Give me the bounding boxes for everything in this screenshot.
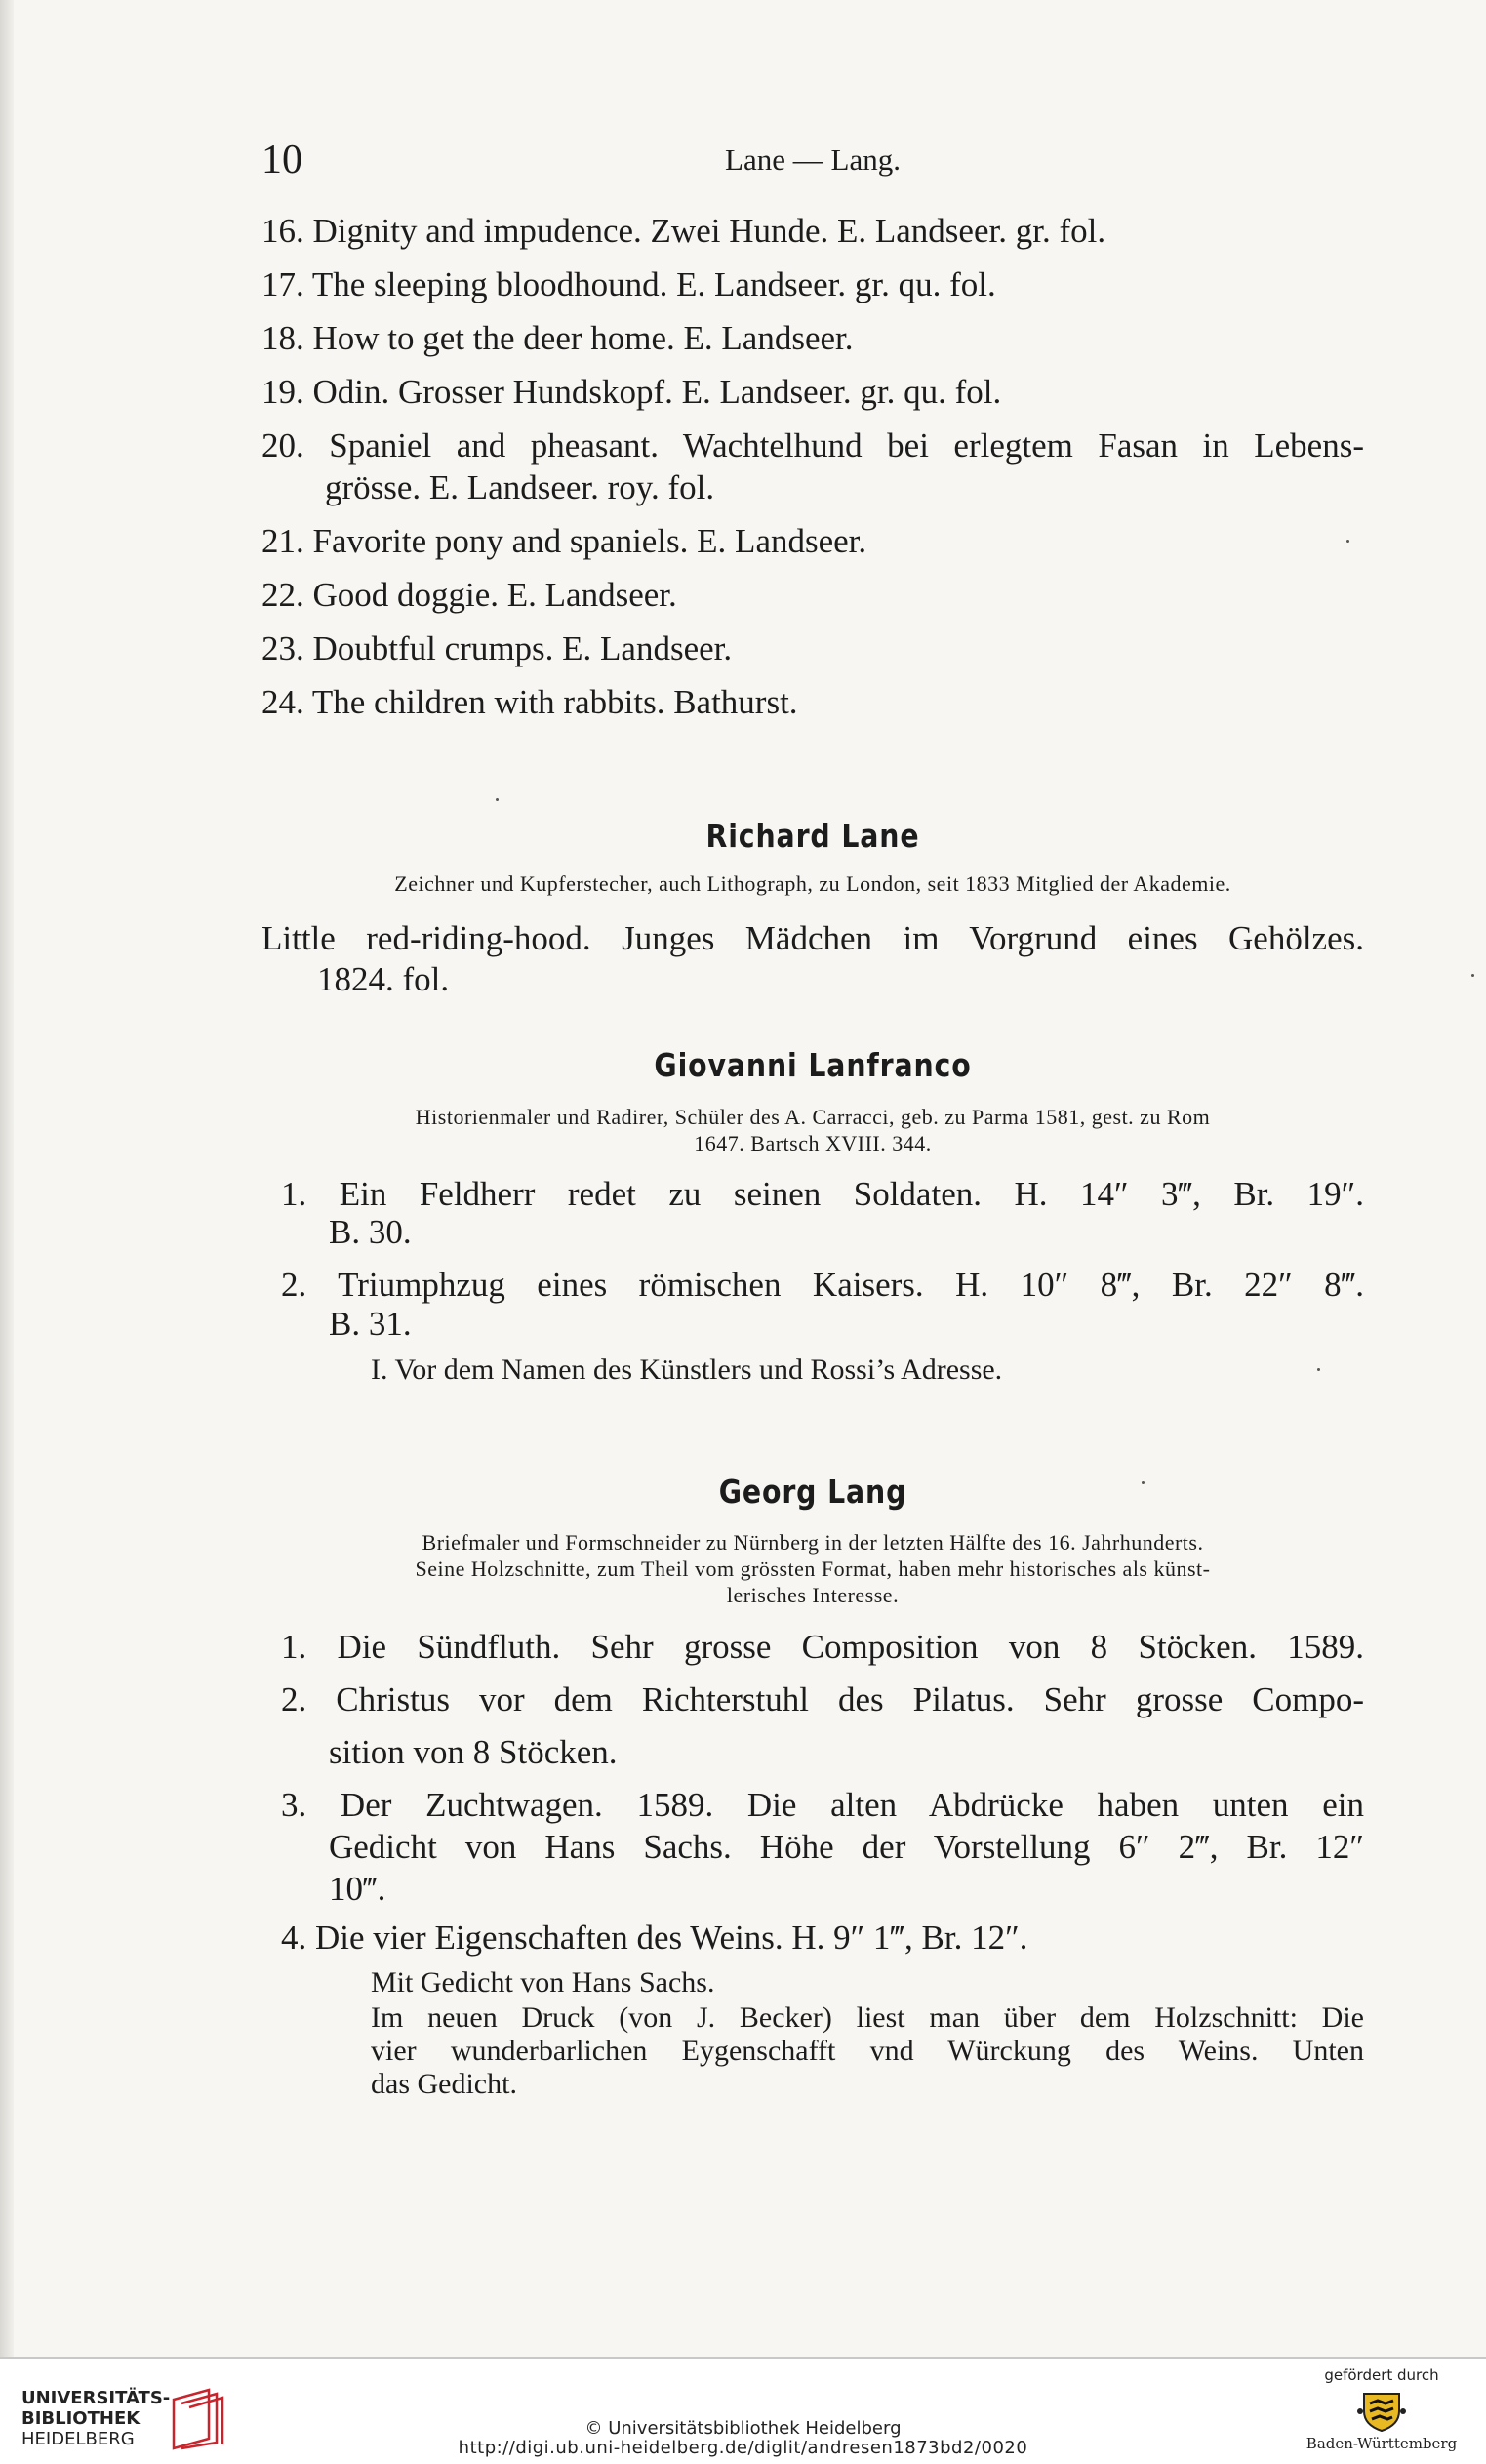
list-item: 23. Doubtful crumps. E. Landseer.: [261, 629, 733, 667]
catalogue-entry: Little red-riding-hood. Junges Mädchen im Vorgrund eines Gehölzes.: [261, 919, 1364, 957]
list-item: 20. Spaniel and pheasant. Wachtelhund bei erlegtem Fasan in Lebens-: [261, 426, 1364, 465]
scan-speck: [1317, 1368, 1320, 1371]
list-item: 16. Dignity and impudence. Zwei Hunde. E. Landseer. gr. fol.: [261, 212, 1106, 250]
artist-bio: Briefmaler und Formschneider zu Nürnberg in der letzten Hälfte des 16. Jahrhunderts.: [422, 1530, 1204, 1555]
catalogue-entry-continuation: sition von 8 Stöcken.: [329, 1733, 618, 1771]
state-note: I. Vor dem Namen des Künstlers und Rossi’s Adresse.: [371, 1353, 1003, 1386]
edition-note: das Gedicht.: [371, 2068, 517, 2100]
catalogue-entry: 3. Der Zuchtwagen. 1589. Die alten Abdrücke haben unten ein: [281, 1786, 1364, 1824]
university-library-logo[interactable]: [21, 2388, 275, 2450]
section-heading-giovanni-lanfranco: Giovanni Lanfranco: [654, 1046, 972, 1084]
page-edge-shadow: [0, 0, 14, 2357]
edition-note: Im neuen Druck (von J. Becker) liest man über dem Holzschnitt: Die: [371, 2001, 1364, 2034]
catalogue-entry: 2. Christus vor dem Richterstuhl des Pilatus. Sehr grosse Compo-: [281, 1680, 1364, 1718]
sponsor-logo[interactable]: [1299, 2366, 1465, 2460]
artist-bio: Seine Holzschnitte, zum Theil vom grössten Format, haben mehr historisches als künst-: [415, 1556, 1211, 1581]
artist-bio: Historienmaler und Radirer, Schüler des A. Carracci, geb. zu Parma 1581, gest. zu Rom: [415, 1105, 1211, 1129]
permalink-url[interactable]: http://digi.ub.uni-heidelberg.de/diglit/andresen1873bd2/0020: [458, 2438, 1028, 2458]
section-heading-richard-lane: Richard Lane: [705, 817, 920, 855]
catalogue-entry: 1. Ein Feldherr redet zu seinen Soldaten. H. 14″ 3‴, Br. 19″.: [281, 1175, 1364, 1213]
list-item: 24. The children with rabbits. Bathurst.: [261, 683, 798, 721]
sponsor-state: Baden-Württemberg: [1305, 2435, 1458, 2452]
library-name-line: UNIVERSITÄTS-: [21, 2388, 171, 2408]
sponsor-label: gefördert durch: [1324, 2366, 1439, 2384]
library-name-line: HEIDELBERG: [21, 2429, 135, 2449]
catalogue-entry: 4. Die vier Eigenschaften des Weins. H. 9″ 1‴, Br. 12″.: [281, 1919, 1028, 1957]
catalogue-entry-continuation: B. 31.: [329, 1305, 412, 1343]
edition-note: vier wunderbarlichen Eygenschafft vnd Würckung des Weins. Unten: [371, 2035, 1364, 2067]
scan-speck: [496, 798, 499, 801]
page-number: 10: [261, 138, 302, 182]
copyright-text: © Universitätsbibliothek Heidelberg: [584, 2418, 902, 2439]
artist-bio: 1647. Bartsch XVIII. 344.: [694, 1131, 932, 1155]
list-item-continuation: grösse. E. Landseer. roy. fol.: [325, 468, 715, 506]
library-name-line: BIBLIOTHEK: [21, 2408, 141, 2429]
library-emblem-icon: [170, 2388, 226, 2450]
edition-note: Mit Gedicht von Hans Sachs.: [371, 1966, 715, 1999]
catalogue-entry-continuation: Gedicht von Hans Sachs. Höhe der Vorstellung 6″ 2‴, Br. 12″: [329, 1828, 1364, 1866]
scan-speck: [1471, 974, 1474, 977]
list-item: 17. The sleeping bloodhound. E. Landseer. gr. qu. fol.: [261, 265, 996, 303]
catalogue-entry-continuation: 10‴.: [329, 1870, 386, 1908]
running-head: Lane — Lang.: [725, 142, 901, 177]
catalogue-entry-continuation: 1824. fol.: [317, 960, 450, 998]
coat-of-arms-icon: [1356, 2388, 1407, 2433]
scan-speck: [1142, 1481, 1145, 1484]
section-heading-georg-lang: Georg Lang: [718, 1473, 907, 1511]
scan-speck: [1346, 540, 1349, 543]
page-header: [261, 137, 1364, 185]
list-item: 21. Favorite pony and spaniels. E. Landseer.: [261, 522, 867, 560]
viewer-footer: [0, 2359, 1486, 2464]
list-item: 18. How to get the deer home. E. Landseer.: [261, 319, 854, 357]
catalogue-entry: 2. Triumphzug eines römischen Kaisers. H. 10″ 8‴, Br. 22″ 8‴.: [281, 1266, 1364, 1304]
library-name: [21, 2388, 170, 2449]
copyright-notice: [293, 2419, 1193, 2458]
list-item: 22. Good doggie. E. Landseer.: [261, 576, 677, 614]
catalogue-entry: 1. Die Sündfluth. Sehr grosse Composition von 8 Stöcken. 1589.: [281, 1628, 1364, 1666]
list-item: 19. Odin. Grosser Hundskopf. E. Landseer. gr. qu. fol.: [261, 373, 1002, 411]
catalogue-entry-continuation: B. 30.: [329, 1213, 412, 1251]
artist-bio: lerisches Interesse.: [726, 1583, 900, 1607]
artist-bio: Zeichner und Kupferstecher, auch Lithograph, zu London, seit 1833 Mitglied der Akademie.: [394, 871, 1231, 896]
